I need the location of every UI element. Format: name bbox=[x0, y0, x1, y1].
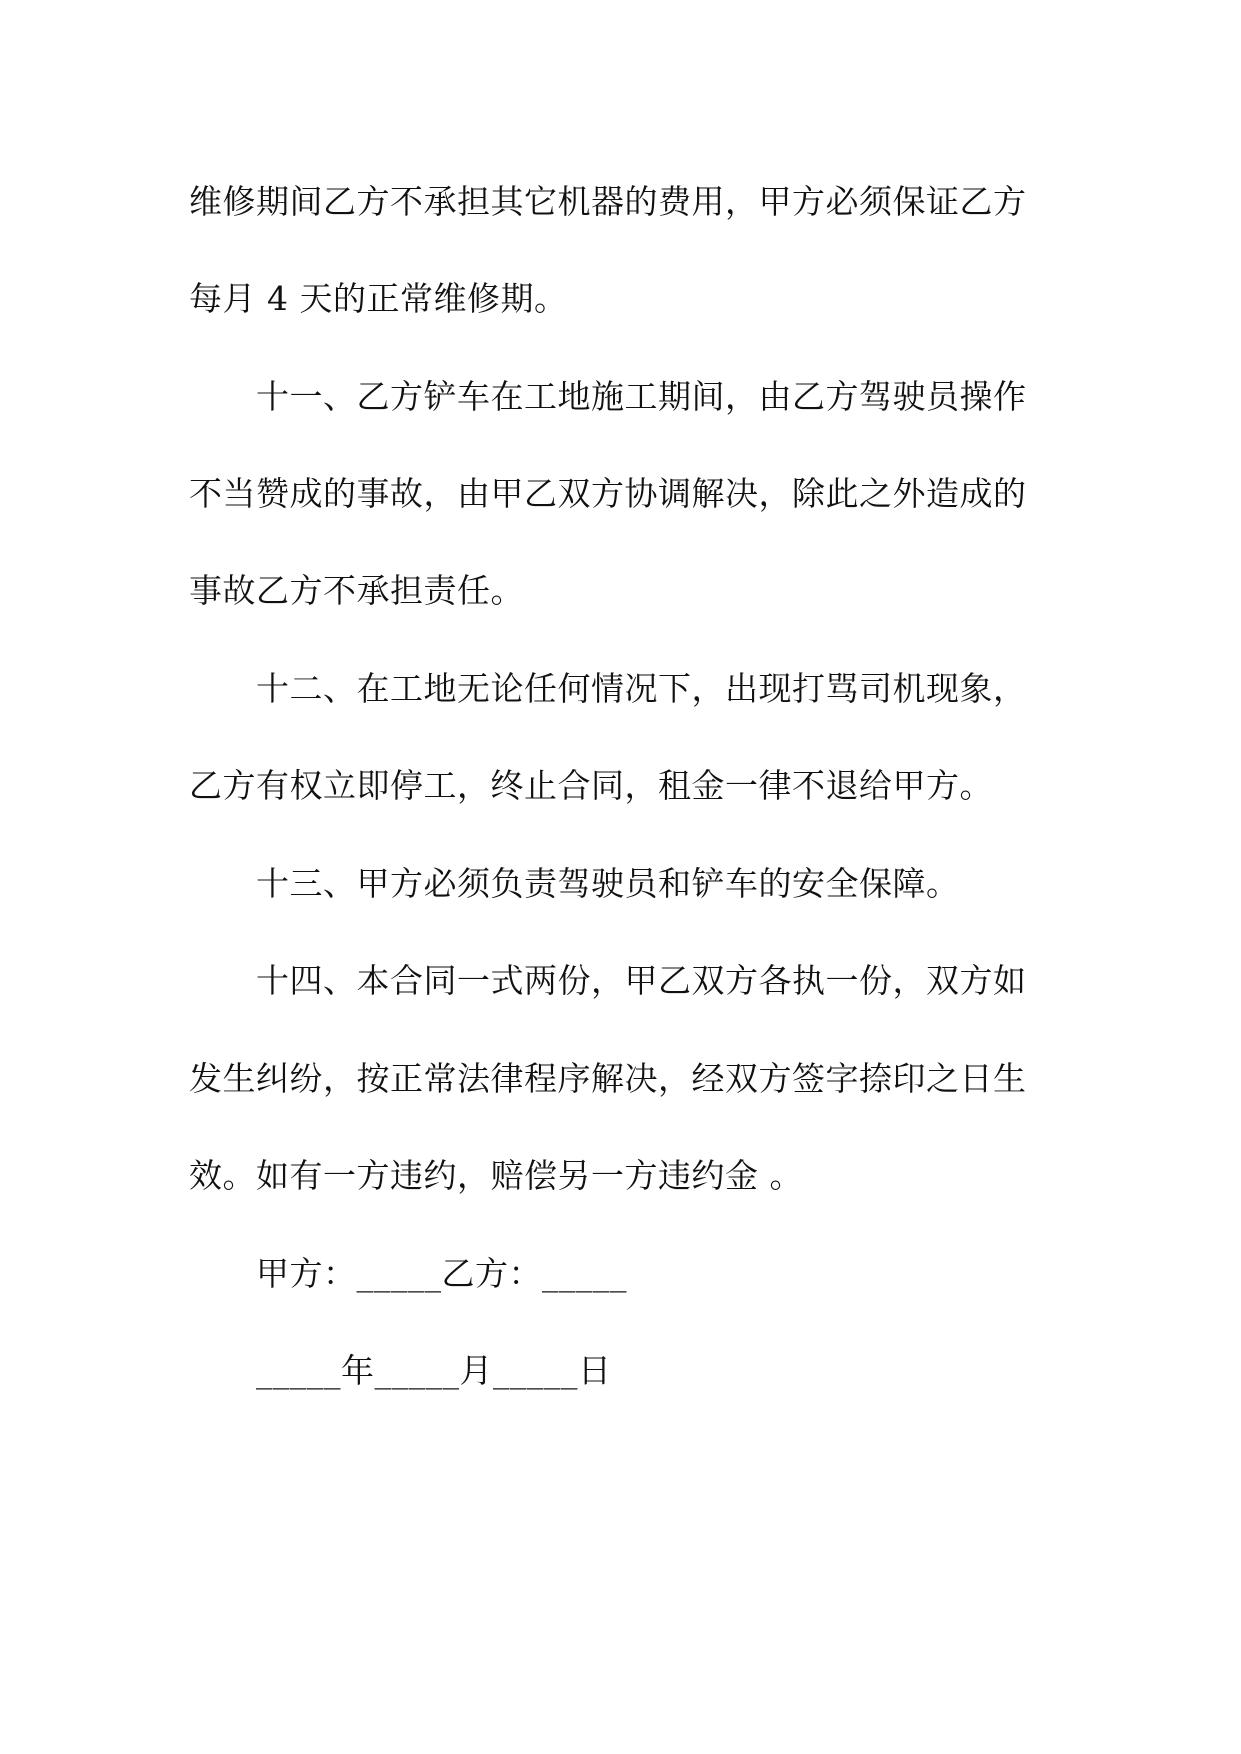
text-line: 发生纠纷，按正常法律程序解决，经双方签字捺印之日生 bbox=[189, 1059, 1027, 1098]
clause-eleven-start: 十一、乙方铲车在工地施工期间，由乙方驾驶员操作 bbox=[256, 377, 1027, 416]
clause-twelve-start: 十二、在工地无论任何情况下，出现打骂司机现象， bbox=[256, 669, 1027, 708]
signature-date-line: _____年_____月_____日 bbox=[256, 1351, 612, 1390]
text-line: 不当赞成的事故，由甲乙双方协调解决，除此之外造成的 bbox=[189, 474, 1027, 513]
text-line: 效。如有一方违约，赔偿另一方违约金 。 bbox=[189, 1156, 803, 1195]
text-line: 维修期间乙方不承担其它机器的费用，甲方必须保证乙方 bbox=[189, 182, 1027, 221]
clause-thirteen: 十三、甲方必须负责驾驶员和铲车的安全保障。 bbox=[256, 864, 960, 903]
signature-parties-line: 甲方：_____乙方：_____ bbox=[256, 1254, 627, 1293]
text-line: 乙方有权立即停工，终止合同，租金一律不退给甲方。 bbox=[189, 766, 993, 805]
text-line: 每月 4 天的正常维修期。 bbox=[189, 279, 568, 318]
text-line: 事故乙方不承担责任。 bbox=[189, 571, 524, 610]
clause-fourteen-start: 十四、本合同一式两份，甲乙双方各执一份，双方如 bbox=[256, 961, 1027, 1000]
